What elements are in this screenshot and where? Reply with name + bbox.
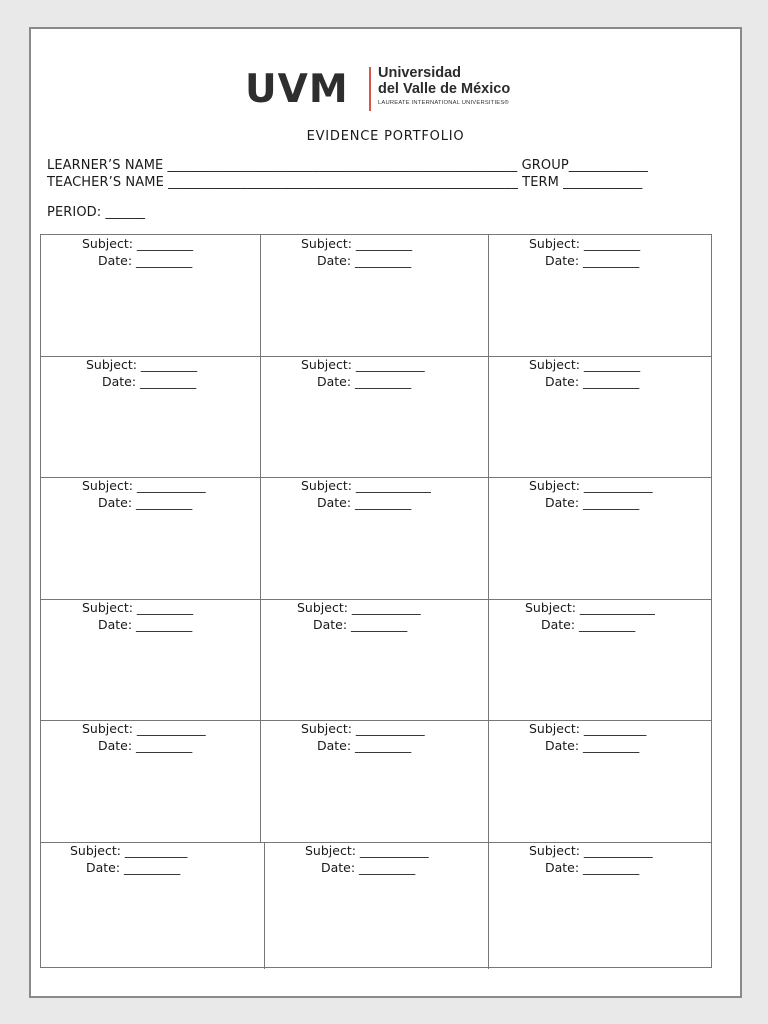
date-field: Date: _________ xyxy=(98,738,193,753)
logo-university-line1: Universidad xyxy=(378,65,461,81)
evidence-cell xyxy=(529,842,653,876)
evidence-cell xyxy=(529,356,640,390)
subject-field: Subject: ___________ xyxy=(529,478,653,493)
document-title: EVIDENCE PORTFOLIO xyxy=(306,129,465,144)
date-field: Date: _________ xyxy=(545,495,640,510)
date-field: Date: _________ xyxy=(545,253,640,268)
logo-divider xyxy=(369,67,371,111)
date-field: Date: _________ xyxy=(317,374,412,389)
subject-field: Subject: __________ xyxy=(529,721,647,736)
evidence-cell xyxy=(82,235,193,269)
evidence-cell xyxy=(301,356,425,390)
evidence-cell xyxy=(305,842,429,876)
subject-field: Subject: _________ xyxy=(301,236,413,251)
evidence-cell xyxy=(82,599,193,633)
grid-vline xyxy=(488,235,489,842)
subject-field: Subject: ___________ xyxy=(82,721,206,736)
evidence-cell xyxy=(82,720,206,754)
date-field: Date: _________ xyxy=(102,374,197,389)
evidence-cell xyxy=(301,235,412,269)
evidence-cell xyxy=(82,477,206,511)
subject-field: Subject: _________ xyxy=(529,357,641,372)
learner-name-field: LEARNER’S NAME _____________________________________________________ GROUP____________ xyxy=(47,158,648,173)
subject-field: Subject: ___________ xyxy=(301,357,425,372)
date-field: Date: _________ xyxy=(321,860,416,875)
date-field: Date: _________ xyxy=(545,738,640,753)
date-field: Date: _________ xyxy=(545,860,640,875)
date-field: Date: _________ xyxy=(98,495,193,510)
subject-field: Subject: ___________ xyxy=(82,478,206,493)
logo-mark: UVM xyxy=(245,67,349,112)
subject-field: Subject: _________ xyxy=(82,236,194,251)
subject-field: Subject: ___________ xyxy=(301,721,425,736)
evidence-cell xyxy=(86,356,197,390)
evidence-cell xyxy=(529,720,646,754)
date-field: Date: _________ xyxy=(317,495,412,510)
evidence-cell xyxy=(529,235,640,269)
subject-field: Subject: ___________ xyxy=(529,843,653,858)
grid-vline xyxy=(260,235,261,842)
evidence-cell xyxy=(525,599,655,633)
teacher-name-field: TEACHER’S NAME _____________________________________________________ TERM ____________ xyxy=(47,175,643,190)
date-field: Date: _________ xyxy=(317,253,412,268)
logo-university-line2: del Valle de México xyxy=(378,81,511,97)
subject-field: Subject: ____________ xyxy=(525,600,655,615)
grid-vline xyxy=(264,842,265,969)
evidence-grid xyxy=(40,234,712,968)
date-field: Date: _________ xyxy=(313,617,408,632)
subject-field: Subject: _________ xyxy=(82,600,194,615)
subject-field: Subject: __________ xyxy=(70,843,188,858)
logo-text xyxy=(378,65,510,106)
evidence-cell xyxy=(301,720,425,754)
document-page xyxy=(29,27,742,998)
subject-field: Subject: ____________ xyxy=(301,478,431,493)
date-field: Date: _________ xyxy=(545,374,640,389)
grid-vline xyxy=(488,842,489,969)
subject-field: Subject: _________ xyxy=(529,236,641,251)
subject-field: Subject: ___________ xyxy=(305,843,429,858)
date-field: Date: _________ xyxy=(86,860,181,875)
date-field: Date: _________ xyxy=(317,738,412,753)
date-field: Date: _________ xyxy=(98,253,193,268)
subject-field: Subject: _________ xyxy=(86,357,198,372)
evidence-cell xyxy=(301,477,431,511)
evidence-cell xyxy=(70,842,187,876)
evidence-cell xyxy=(529,477,653,511)
evidence-cell xyxy=(297,599,421,633)
period-field: PERIOD: ______ xyxy=(47,205,146,220)
subject-field: Subject: ___________ xyxy=(297,600,421,615)
date-field: Date: _________ xyxy=(98,617,193,632)
date-field: Date: _________ xyxy=(541,617,636,632)
uvm-logo xyxy=(245,67,535,117)
logo-laureate-line: LAUREATE INTERNATIONAL UNIVERSITIES® xyxy=(378,100,509,106)
